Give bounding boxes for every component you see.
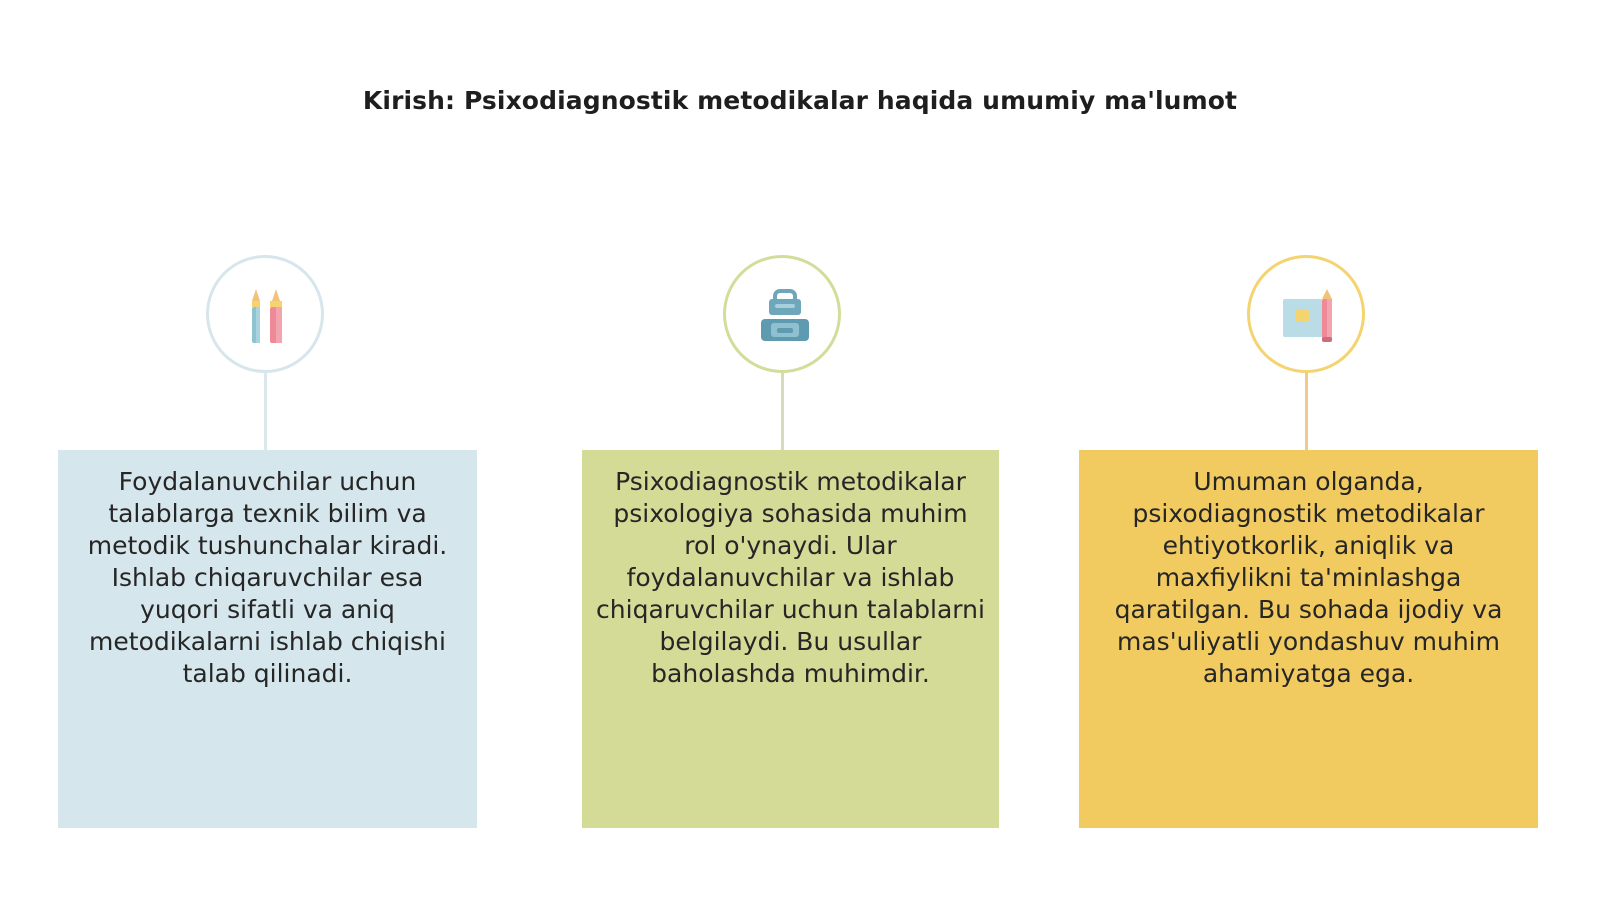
info-card-2 xyxy=(582,450,999,828)
card-text-3: Umuman olganda, psixodiagnostik metodikalar ehtiyotkorlik, aniqlik va maxfiylikni ta'minlashga qaratilgan. Bu sohada ijodiy va mas'uliyatli yondashuv muhim ahamiyatga ega. xyxy=(1114,467,1503,688)
info-column-2 xyxy=(540,0,1060,900)
info-card-3 xyxy=(1079,450,1538,828)
page-title: Kirish: Psixodiagnostik metodikalar haqida umumiy ma'lumot xyxy=(362,86,1238,115)
connector-line-1 xyxy=(264,373,267,451)
info-card-1 xyxy=(58,450,477,828)
card-text-1: Foydalanuvchilar uchun talablarga texnik bilim va metodik tushunchalar kiradi. Ishlab chiqaruvchilar esa yuqori sifatli va aniq metodikalarni ishlab chiqishi talab qilinadi. xyxy=(87,467,448,688)
info-column-3 xyxy=(1060,0,1600,900)
info-column-1 xyxy=(0,0,540,900)
icon-circle-3 xyxy=(1247,255,1365,373)
icon-circle-2 xyxy=(723,255,841,373)
connector-line-3 xyxy=(1305,373,1308,451)
icon-circle-1 xyxy=(206,255,324,373)
card-text-2: Psixodiagnostik metodikalar psixologiya sohasida muhim rol o'ynaydi. Ular foydalanuvchilar va ishlab chiqaruvchilar uchun talablarni belgilaydi. Bu usullar baholashda muhimdir. xyxy=(596,467,985,688)
pencils-icon xyxy=(238,287,298,347)
backpack-icon xyxy=(755,287,815,347)
notepad-pencil-icon xyxy=(1279,287,1339,347)
connector-line-2 xyxy=(781,373,784,451)
